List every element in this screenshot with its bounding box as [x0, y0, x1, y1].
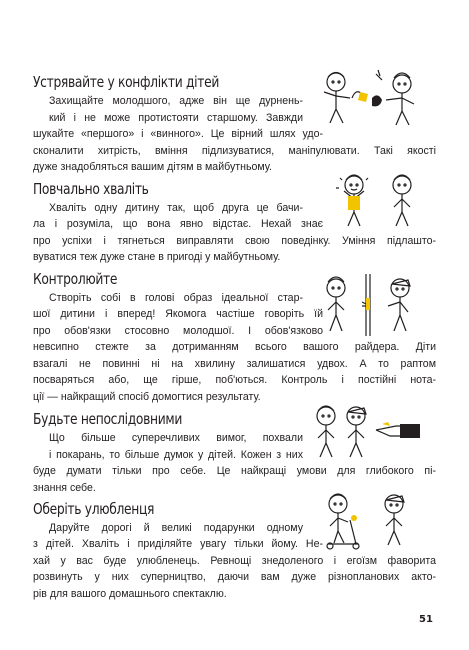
text-line: розвинуть у них суперництво, даючи вам дуже різнопланових акто-: [33, 571, 436, 584]
section-heading-favorite: Оберіть улюбленця: [33, 500, 155, 518]
section-heading-control: Контролюйте: [33, 270, 118, 288]
text-line: вуватися теж дуже стане в пригоді у майбутньому.: [33, 251, 281, 264]
section-heading-inconsistent: Будьте непослідовними: [33, 410, 183, 428]
text-line: Захищайте молодшого, адже він ще дурнень-: [49, 95, 303, 107]
section-text-control: [49, 290, 303, 307]
section-text-inconsistent: [49, 430, 303, 463]
illustration-kids-pointing: [312, 402, 422, 462]
text-line: Хваліть одну дитину так, щоб друга це бачи-: [49, 202, 303, 214]
text-line: буде думати тільки про себе. Це найкращі умови для глибокого пі-: [33, 465, 436, 477]
section-text-conflicts-cont: [33, 126, 436, 176]
section-text-praise: [49, 200, 303, 217]
text-line: хай у вас буде улюбленець. Ревнощі знедоленого і егоїзм фаворита: [33, 554, 436, 567]
text-line: невсипно стежте за дотриманням всього вашого райдера. Діти: [33, 341, 436, 354]
text-line: Створіть собі в голові образ ідеальної стар-: [49, 292, 303, 304]
section-text-favorite: [49, 520, 303, 537]
text-line: Що більше суперечливих вимог, похвали: [49, 432, 303, 444]
text-line: шої дитини і вперед! Якомога частіше говоріть їй: [33, 308, 323, 320]
section-heading-praise: Повчально хваліть: [33, 180, 149, 198]
text-line: посваряться або, ще гірше, поб'ються. Контроль і постійні нота-: [33, 374, 436, 387]
text-line: дуже знадобляться вашим дітям в майбутньому.: [33, 161, 272, 174]
text-line: про успіхи і тягнеться виправляти свою поведінку. Уміння підлашто-: [33, 234, 436, 247]
text-line: ції — найкращий спосіб домогтися результату.: [33, 390, 261, 403]
text-line: шукайте «першого» і «винного». Це вірний шлях удо-: [33, 128, 323, 140]
illustration-kids-scooter: [320, 490, 420, 552]
text-line: з дітей. Хваліть і приділяйте увагу тільки йому. Не-: [33, 538, 323, 550]
text-line: і покарань, то більше думок у дітей. Кожен з них: [49, 448, 303, 461]
text-line: Даруйте дорогі й великі подарунки одному: [49, 522, 303, 534]
section-heading-conflicts: Устрявайте у конфлікти дітей: [33, 73, 219, 91]
illustration-kids-conflict: [316, 68, 424, 130]
text-line: про обов'язки стосовно молодшої. І обов'язково: [33, 324, 323, 337]
illustration-kids-control: [322, 272, 422, 338]
page-number: 51: [419, 614, 433, 625]
text-line: взагалі не повинні ні на хвилину залишатися удвох. А то раптом: [33, 357, 436, 370]
section-text-conflicts: [49, 93, 303, 126]
text-line: сконалити хитрість, вміння підлизуватися, маніпулювати. Такі якості: [33, 144, 436, 157]
text-line: ла і розуміла, що вона явно відстає. Нехай знає: [33, 218, 323, 230]
text-line: кий і не може протистояти старшому. Завжди: [49, 111, 303, 124]
text-line: рів для вашого домашнього спектаклю.: [33, 587, 227, 600]
text-line: знання себе.: [33, 481, 96, 494]
illustration-kids-praise: [332, 170, 424, 230]
